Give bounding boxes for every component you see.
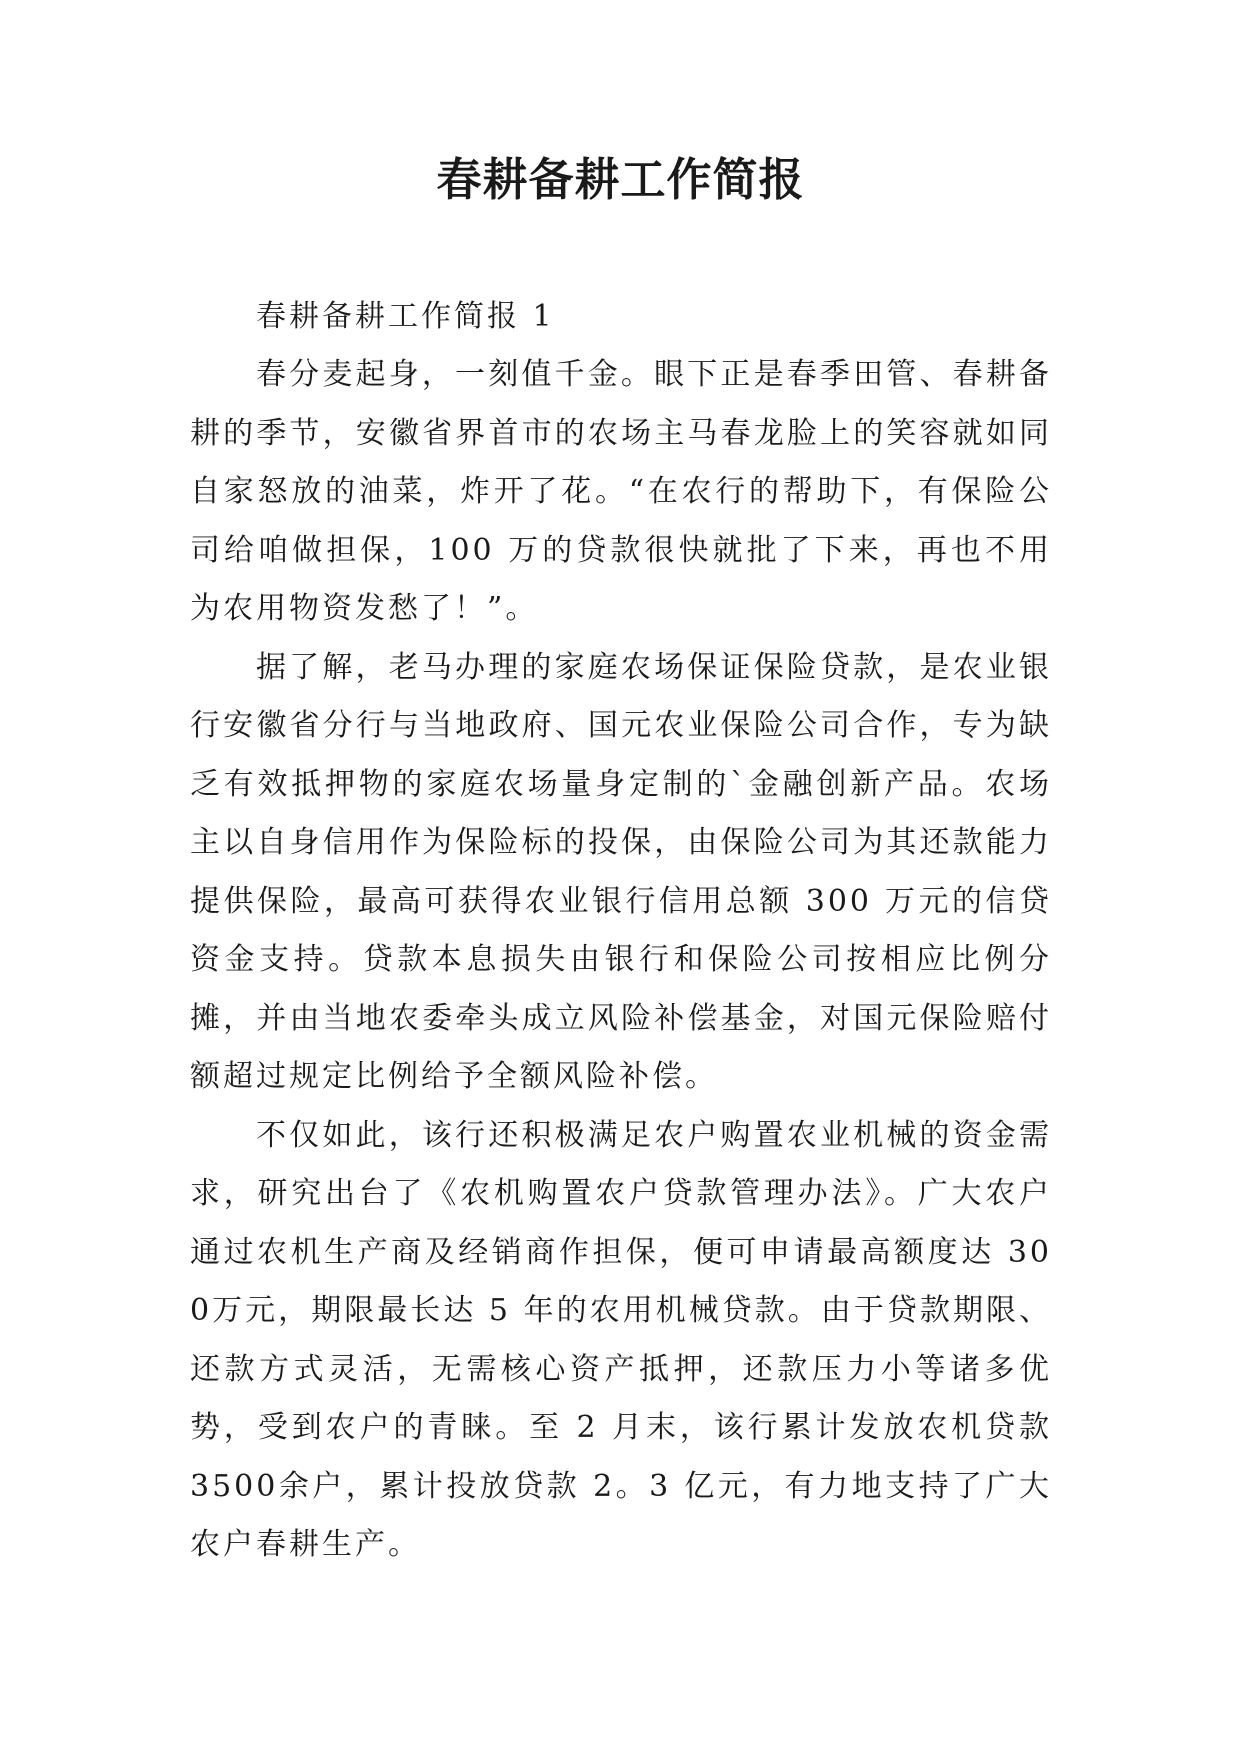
document-subtitle: 春耕备耕工作简报 1 — [256, 299, 555, 334]
paragraph-1: 春分麦起身，一刻值千金。眼下正是春季田管、春耕备耕的季节，安徽省界首市的农场主马春龙脸上的笑容就如同自家怒放的油菜，炸开了花。“在农行的帮助下，有保险公司给咱做担保，100 万的贷款很快就批了下来，再也不用为农用物资发愁了！”。 — [190, 357, 1052, 626]
document-body — [190, 346, 1052, 1575]
paragraph-2: 据了解，老马办理的家庭农场保证保险贷款，是农业银行安徽省分行与当地政府、国元农业保险公司合作，专为缺乏有效抵押物的家庭农场量身定制的`金融创新产品。农场主以自身信用作为保险标的投保，由保险公司为其还款能力提供保险，最高可获得农业银行信用总额 300 万元的信贷资金支持。贷款本息损失由银行和保险公司按相应比例分摊，并由当地农委牵头成立风险补偿基金，对国元保险赔付额超过规定比例给予全额风险补偿。 — [190, 649, 1052, 1094]
paragraph-3: 不仅如此，该行还积极满足农户购置农业机械的资金需求，研究出台了《农机购置农户贷款管理办法》。广大农户通过农机生产商及经销商作担保，便可申请最高额度达 300万元，期限最长达 5 年的农用机械贷款。由于贷款期限、还款方式灵活，无需核心资产抵押，还款压力小等诸多优势，受到农户的青睐。至 2 月末，该行累计发放农机贷款 3500余户，累计投放贷款 2。3 亿元，有力地支持了广大农户春耕生产。 — [190, 1117, 1052, 1562]
document-title: 春耕备耕工作简报 — [436, 153, 805, 206]
